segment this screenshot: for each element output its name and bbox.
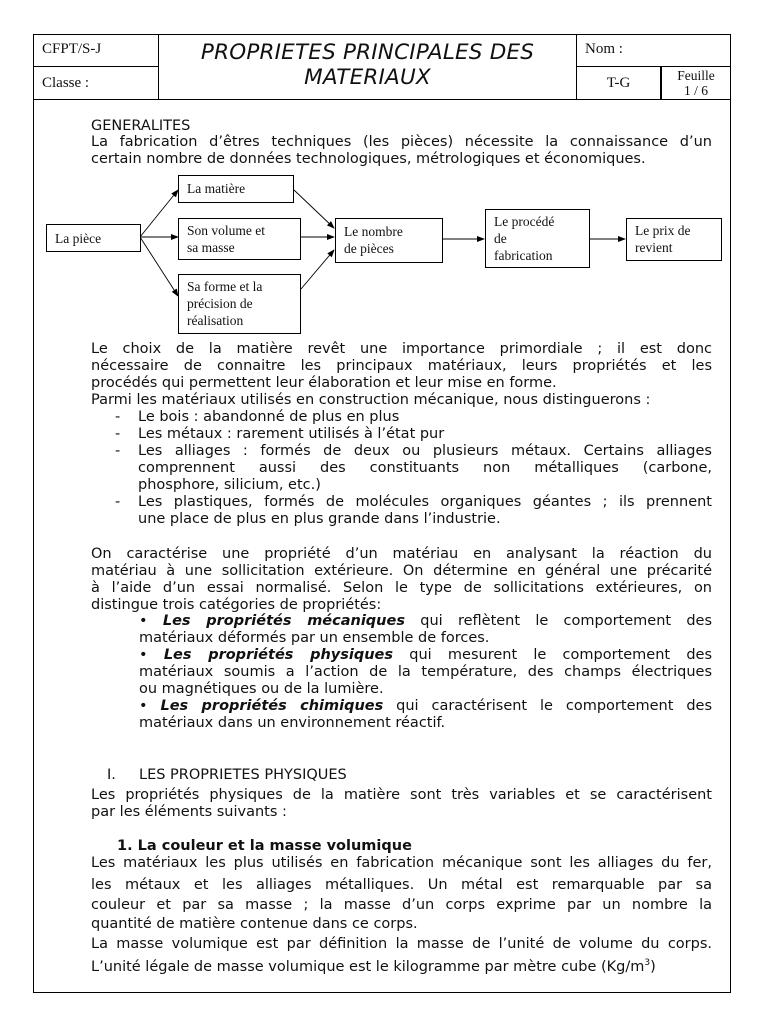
school-code: CFPT/S-J	[42, 41, 102, 57]
property-mecaniques: • Les propriétés mécaniques qui reflètent le comportement des	[139, 613, 713, 629]
box-volume: Son volume et sa masse	[178, 218, 301, 260]
box-procede: Le procédé de fabrication	[485, 209, 590, 268]
couleur-line-6: L’unité légale de masse volumique est le kilogramme par mètre cube $(Kg/m^3)$	[91, 958, 656, 975]
name-label: Nom :	[585, 41, 623, 57]
page-title: PROPRIETES PRINCIPALES DES MATERIAUX	[200, 40, 535, 90]
section-intro-line-2: par les éléments suivants :	[91, 804, 287, 820]
list-item-alliages-end: phosphore, silicium, etc.)	[138, 477, 321, 493]
choix-line-2: nécessaire de connaitre les principaux matériaux, leurs propriétés et les	[91, 358, 712, 374]
section-cell	[577, 67, 661, 100]
caracterise-line-3: à l’aide d’un essai normalisé. Selon le type de sollicitations extérieures, on	[91, 580, 712, 596]
property-physiques-end: ou magnétiques ou de la lumière.	[139, 681, 384, 697]
subsection-heading: 1. La couleur et la masse volumique	[117, 838, 412, 854]
section-code: T-G	[606, 75, 631, 91]
box-matiere: La matière	[178, 175, 294, 203]
property-chimiques: • Les propriétés chimiques qui caractérisent le comportement des	[139, 698, 712, 714]
sheet-cell	[661, 67, 731, 100]
couleur-line-3: couleur et par sa masse ; la masse d’un corps exprime par un nombre la	[91, 897, 712, 913]
term-mecaniques: Les propriétés mécaniques	[162, 613, 405, 629]
title-cell	[158, 34, 577, 100]
list-dash: -	[115, 409, 121, 425]
box-nombre: Le nombre de pièces	[335, 218, 443, 263]
class-cell	[33, 67, 158, 100]
box-prix: Le prix de revient	[626, 218, 722, 261]
property-mecaniques-cont: matériaux déformés par un ensemble de forces.	[139, 630, 490, 646]
box-piece: La pièce	[46, 224, 141, 252]
couleur-line-2: les métaux et les alliages métalliques. Un métal est remarquable par sa	[91, 877, 712, 893]
caracterise-line-2: matériau à une sollicitation extérieure. On détermine en général une précarité	[91, 563, 712, 579]
list-dash: -	[115, 426, 121, 442]
list-item-metaux: Les métaux : rarement utilisés à l’état pur	[138, 426, 445, 442]
generalites-line-1: La fabrication d’êtres techniques (les pièces) nécessite la connaissance d’un	[91, 134, 712, 150]
list-dash: -	[115, 494, 121, 510]
choix-line-1: Le choix de la matière revêt une importance primordiale ; il est donc	[91, 341, 712, 357]
choix-line-4: Parmi les matériaux utilisés en construction mécanique, nous distinguerons :	[91, 392, 651, 408]
page-header	[33, 34, 731, 100]
sheet-info: Feuille 1 / 6	[677, 68, 715, 98]
property-physiques-cont: matériaux soumis a l’action de la température, des champs électriques	[139, 664, 712, 680]
name-cell	[577, 34, 731, 67]
box-forme: Sa forme et la précision de réalisation	[178, 274, 301, 334]
couleur-line-4: quantité de matière contenue dans ce corps.	[91, 916, 418, 932]
list-item-alliages: Les alliages : formés de deux ou plusieurs métaux. Certains alliages	[138, 443, 712, 459]
generalites-heading: GENERALITES	[91, 118, 191, 134]
term-physiques: Les propriétés physiques	[163, 647, 394, 663]
class-label: Classe :	[42, 75, 90, 91]
section-title: LES PROPRIETES PHYSIQUES	[139, 767, 347, 783]
list-item-alliages-cont: comprennent aussi des constituants non métalliques (carbone,	[138, 460, 712, 476]
list-item-plastiques-cont: une place de plus en plus grande dans l’industrie.	[138, 511, 501, 527]
term-chimiques: Les propriétés chimiques	[160, 698, 384, 714]
list-dash: -	[115, 443, 121, 459]
section-number: I.	[107, 767, 116, 783]
property-physiques: • Les propriétés physiques qui mesurent le comportement des	[139, 647, 713, 663]
caracterise-line-4: distingue trois catégories de propriétés:	[91, 597, 382, 613]
section-intro-line-1: Les propriétés physiques de la matière sont très variables et se caractérisent	[91, 787, 712, 803]
choix-line-3: procédés qui permettent leur élaboration et leur mise en forme.	[91, 375, 557, 391]
caracterise-line-1: On caractérise une propriété d’un matériau en analysant la réaction du	[91, 546, 712, 562]
school-cell	[33, 34, 158, 67]
couleur-line-1: Les matériaux les plus utilisés en fabrication mécanique sont les alliages du fer,	[91, 855, 712, 871]
property-chimiques-cont: matériaux dans un environnement réactif.	[139, 715, 446, 731]
list-item-plastiques: Les plastiques, formés de molécules organiques géantes ; ils prennent	[138, 494, 712, 510]
list-item-bois: Le bois : abandonné de plus en plus	[138, 409, 400, 425]
couleur-line-5: La masse volumique est par définition la masse de l’unité de volume du corps.	[91, 936, 712, 952]
generalites-line-2: certain nombre de données technologiques, métrologiques et économiques.	[91, 151, 646, 167]
